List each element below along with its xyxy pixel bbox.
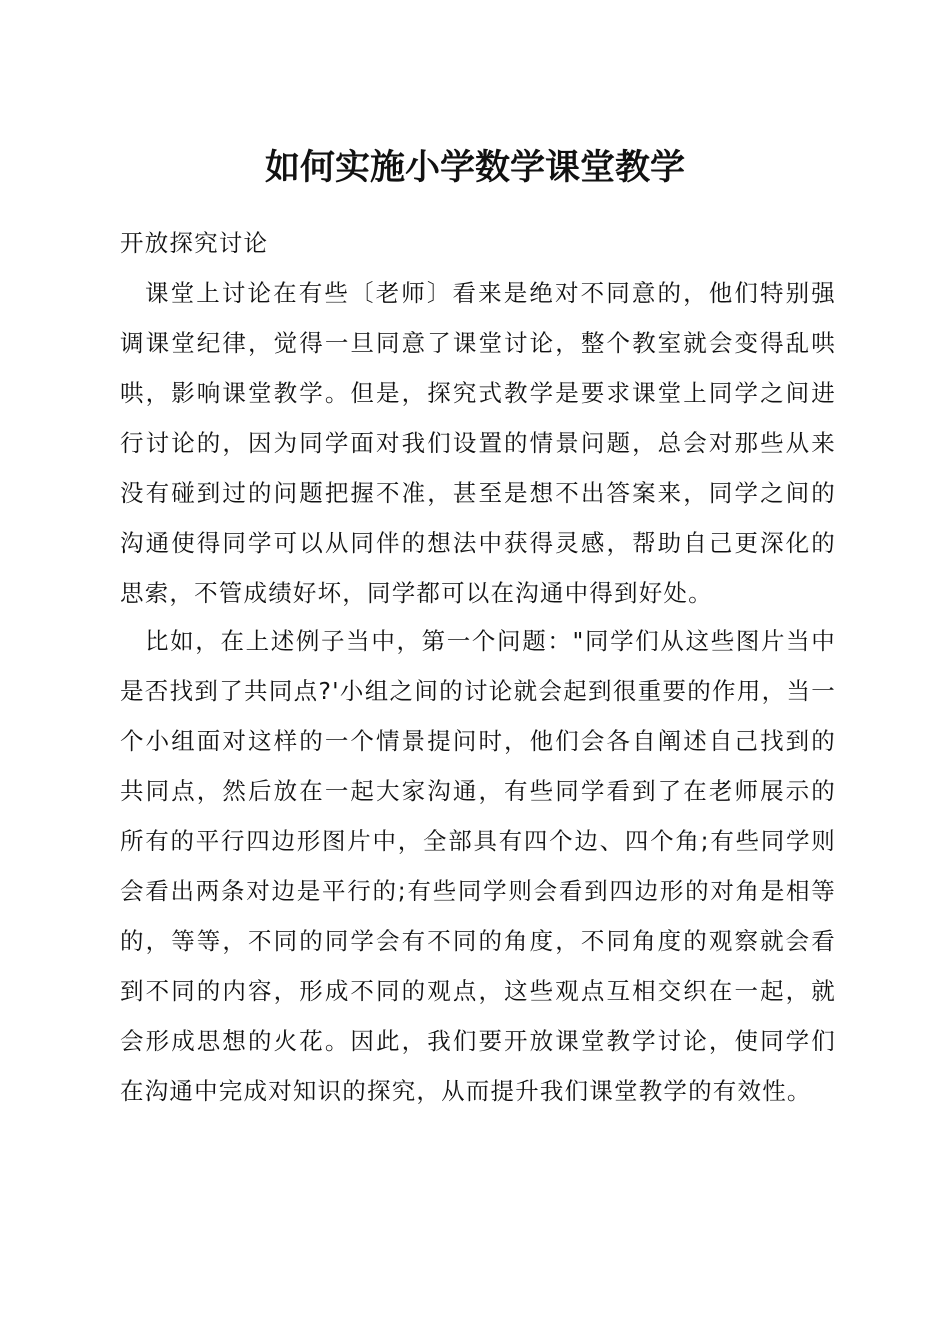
section-heading: 开放探究讨论 (120, 229, 269, 257)
document-title: 如何实施小学数学课堂教学 (264, 147, 685, 188)
body-paragraph: 课堂上讨论在有些〔老师〕看来是绝对不同意的，他们特别强调课堂纪律，觉得一旦同意了课堂讨论，整个教室就会变得乱哄哄，影响课堂教学。但是，探究式教学是要求课堂上同学之间进行讨论的，因为同学面对我们设置的情景问题，总会对那些从来没有碰到过的问题把握不准，甚至是想不出答案来，同学之间的沟通使得同学可以从同伴的想法中获得灵感，帮助自己更深化的思索，不管成绩好坏，同学都可以在沟通中得到好处。 (120, 279, 836, 607)
body-paragraph: 比如，在上述例子当中，第一个问题："同学们从这些图片当中是否找到了共同点?'小组之间的讨论就会起到很重要的作用，当一个小组面对这样的一个情景提问时，他们会各自阐述自己找到的共同点，然后放在一起大家沟通，有些同学看到了在老师展示的所有的平行四边形图片中，全部具有四个边、四个角;有些同学则会看出两条对边是平行的;有些同学则会看到四边形的对角是相等的，等等，不同的同学会有不同的角度，不同角度的观察就会看到不同的内容，形成不同的观点，这些观点互相交织在一起，就会形成思想的火花。因此，我们要开放课堂教学讨论，使同学们在沟通中完成对知识的探究，从而提升我们课堂教学的有效性。 (120, 627, 836, 1105)
